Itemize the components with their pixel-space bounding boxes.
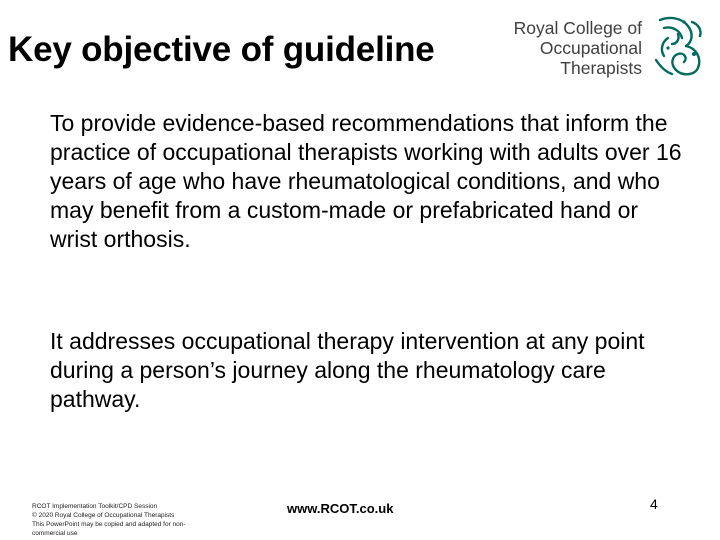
logo-line: Royal College of [513, 18, 642, 38]
slide-title: Key objective of guideline [8, 30, 435, 69]
footer-note-line: commercial use [32, 530, 78, 537]
rcot-logo [513, 14, 710, 80]
footer-note-line: © 2020 Royal College of Occupational Therapists [32, 512, 175, 519]
scope-paragraph: It addresses occupational therapy intervention at any point during a person’s journey along the rheumatology care pathway. [50, 328, 645, 412]
page-number: 4 [650, 496, 658, 512]
logo-line: Therapists [560, 58, 642, 78]
rcot-crest-icon [648, 14, 710, 78]
logo-text [514, 18, 642, 78]
footer-note-line: This PowerPoint may be copied and adapted for non- [32, 521, 186, 528]
objective-paragraph: To provide evidence-based recommendations that inform the practice of occupational therapists working with adults over 16 years of age who have rheumatological conditions, and who may benefit from a custom-made or prefabricated hand or wrist orthosis. [50, 110, 682, 252]
logo-line: Occupational [539, 38, 642, 58]
footer-copyright-note [32, 502, 186, 538]
footer-url-link[interactable]: www.RCOT.co.uk [287, 501, 394, 516]
footer-note-line: RCOT Implementation Toolkit/CPD Session [32, 503, 158, 510]
